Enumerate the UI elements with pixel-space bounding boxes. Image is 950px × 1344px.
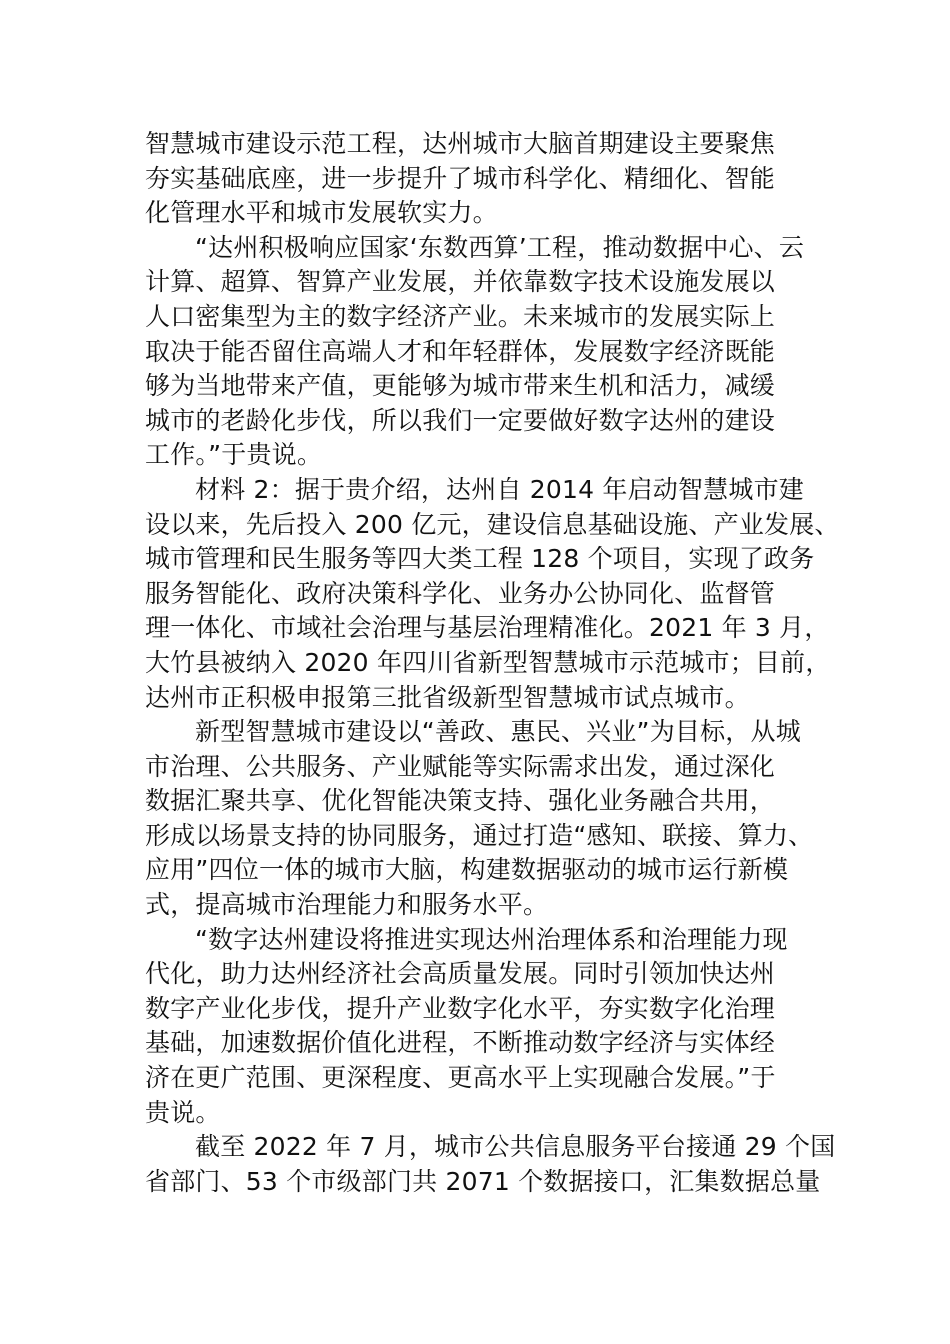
text-line: 济在更广范围、更深程度、更高水平上实现融合发展。”于 bbox=[145, 1063, 776, 1093]
paragraph-first-line: “数字达州建设将推进实现达州治理体系和治理能力现 bbox=[195, 924, 788, 954]
text-line: 代化，助力达州经济社会高质量发展。同时引领加快达州 bbox=[145, 959, 776, 989]
text-line: 基础，加速数据价值化进程，不断推动数字经济与实体经 bbox=[145, 1028, 776, 1058]
text-line: 够为当地带来产值，更能够为城市带来生机和活力，减缓 bbox=[145, 371, 776, 401]
paragraph-first-line: 截至 2022 年 7 月，城市公共信息服务平台接通 29 个国 bbox=[195, 1132, 836, 1162]
text-line: 工作。”于贵说。 bbox=[145, 440, 323, 470]
text-line: 理一体化、市域社会治理与基层治理精准化。2021 年 3 月， bbox=[145, 613, 830, 643]
paragraph-first-line: 新型智慧城市建设以“善政、惠民、兴业”为目标，从城 bbox=[195, 717, 801, 747]
paragraph-first-line: “达州积极响应国家‘东数西算’工程，推动数据中心、云 bbox=[195, 232, 805, 262]
text-line: 达州市正积极申报第三批省级新型智慧城市试点城市。 bbox=[145, 682, 750, 712]
text-line: 城市管理和民生服务等四大类工程 128 个项目，实现了政务 bbox=[145, 544, 815, 574]
text-line: 省部门、53 个市级部门共 2071 个数据接口，汇集数据总量 bbox=[145, 1166, 821, 1196]
text-line: 智慧城市建设示范工程，达州城市大脑首期建设主要聚焦 bbox=[145, 129, 776, 158]
text-line: 式，提高城市治理能力和服务水平。 bbox=[145, 890, 549, 920]
text-line: 设以来，先后投入 200 亿元，建设信息基础设施、产业发展、 bbox=[145, 509, 840, 539]
text-line: 数据汇聚共享、优化智能决策支持、强化业务融合共用， bbox=[145, 786, 776, 816]
text-line: 形成以场景支持的协同服务，通过打造“感知、联接、算力、 bbox=[145, 820, 814, 850]
text-line: 城市的老龄化步伐，所以我们一定要做好数字达州的建设 bbox=[145, 405, 776, 435]
text-line: 贵说。 bbox=[145, 1097, 221, 1127]
text-line: 化管理水平和城市发展软实力。 bbox=[145, 198, 498, 228]
text-line: 取决于能否留住高端人才和年轻群体，发展数字经济既能 bbox=[145, 336, 776, 366]
text-line: 人口密集型为主的数字经济产业。未来城市的发展实际上 bbox=[145, 301, 776, 331]
paragraph-first-line: 材料 2：据于贵介绍，达州自 2014 年启动智慧城市建 bbox=[195, 474, 804, 504]
text-line: 服务智能化、政府决策科学化、业务办公协同化、监督管 bbox=[145, 578, 776, 608]
text-line: 大竹县被纳入 2020 年四川省新型智慧城市示范城市；目前， bbox=[145, 647, 831, 677]
document-body-text bbox=[145, 127, 840, 1199]
text-line: 应用”四位一体的城市大脑，构建数据驱动的城市运行新模 bbox=[145, 855, 789, 885]
text-line: 市治理、公共服务、产业赋能等实际需求出发，通过深化 bbox=[145, 751, 776, 781]
text-line: 计算、超算、智算产业发展，并依靠数字技术设施发展以 bbox=[145, 267, 776, 297]
text-line: 夯实基础底座，进一步提升了城市科学化、精细化、智能 bbox=[145, 163, 776, 193]
text-line: 数字产业化步伐，提升产业数字化水平，夯实数字化治理 bbox=[145, 993, 776, 1023]
